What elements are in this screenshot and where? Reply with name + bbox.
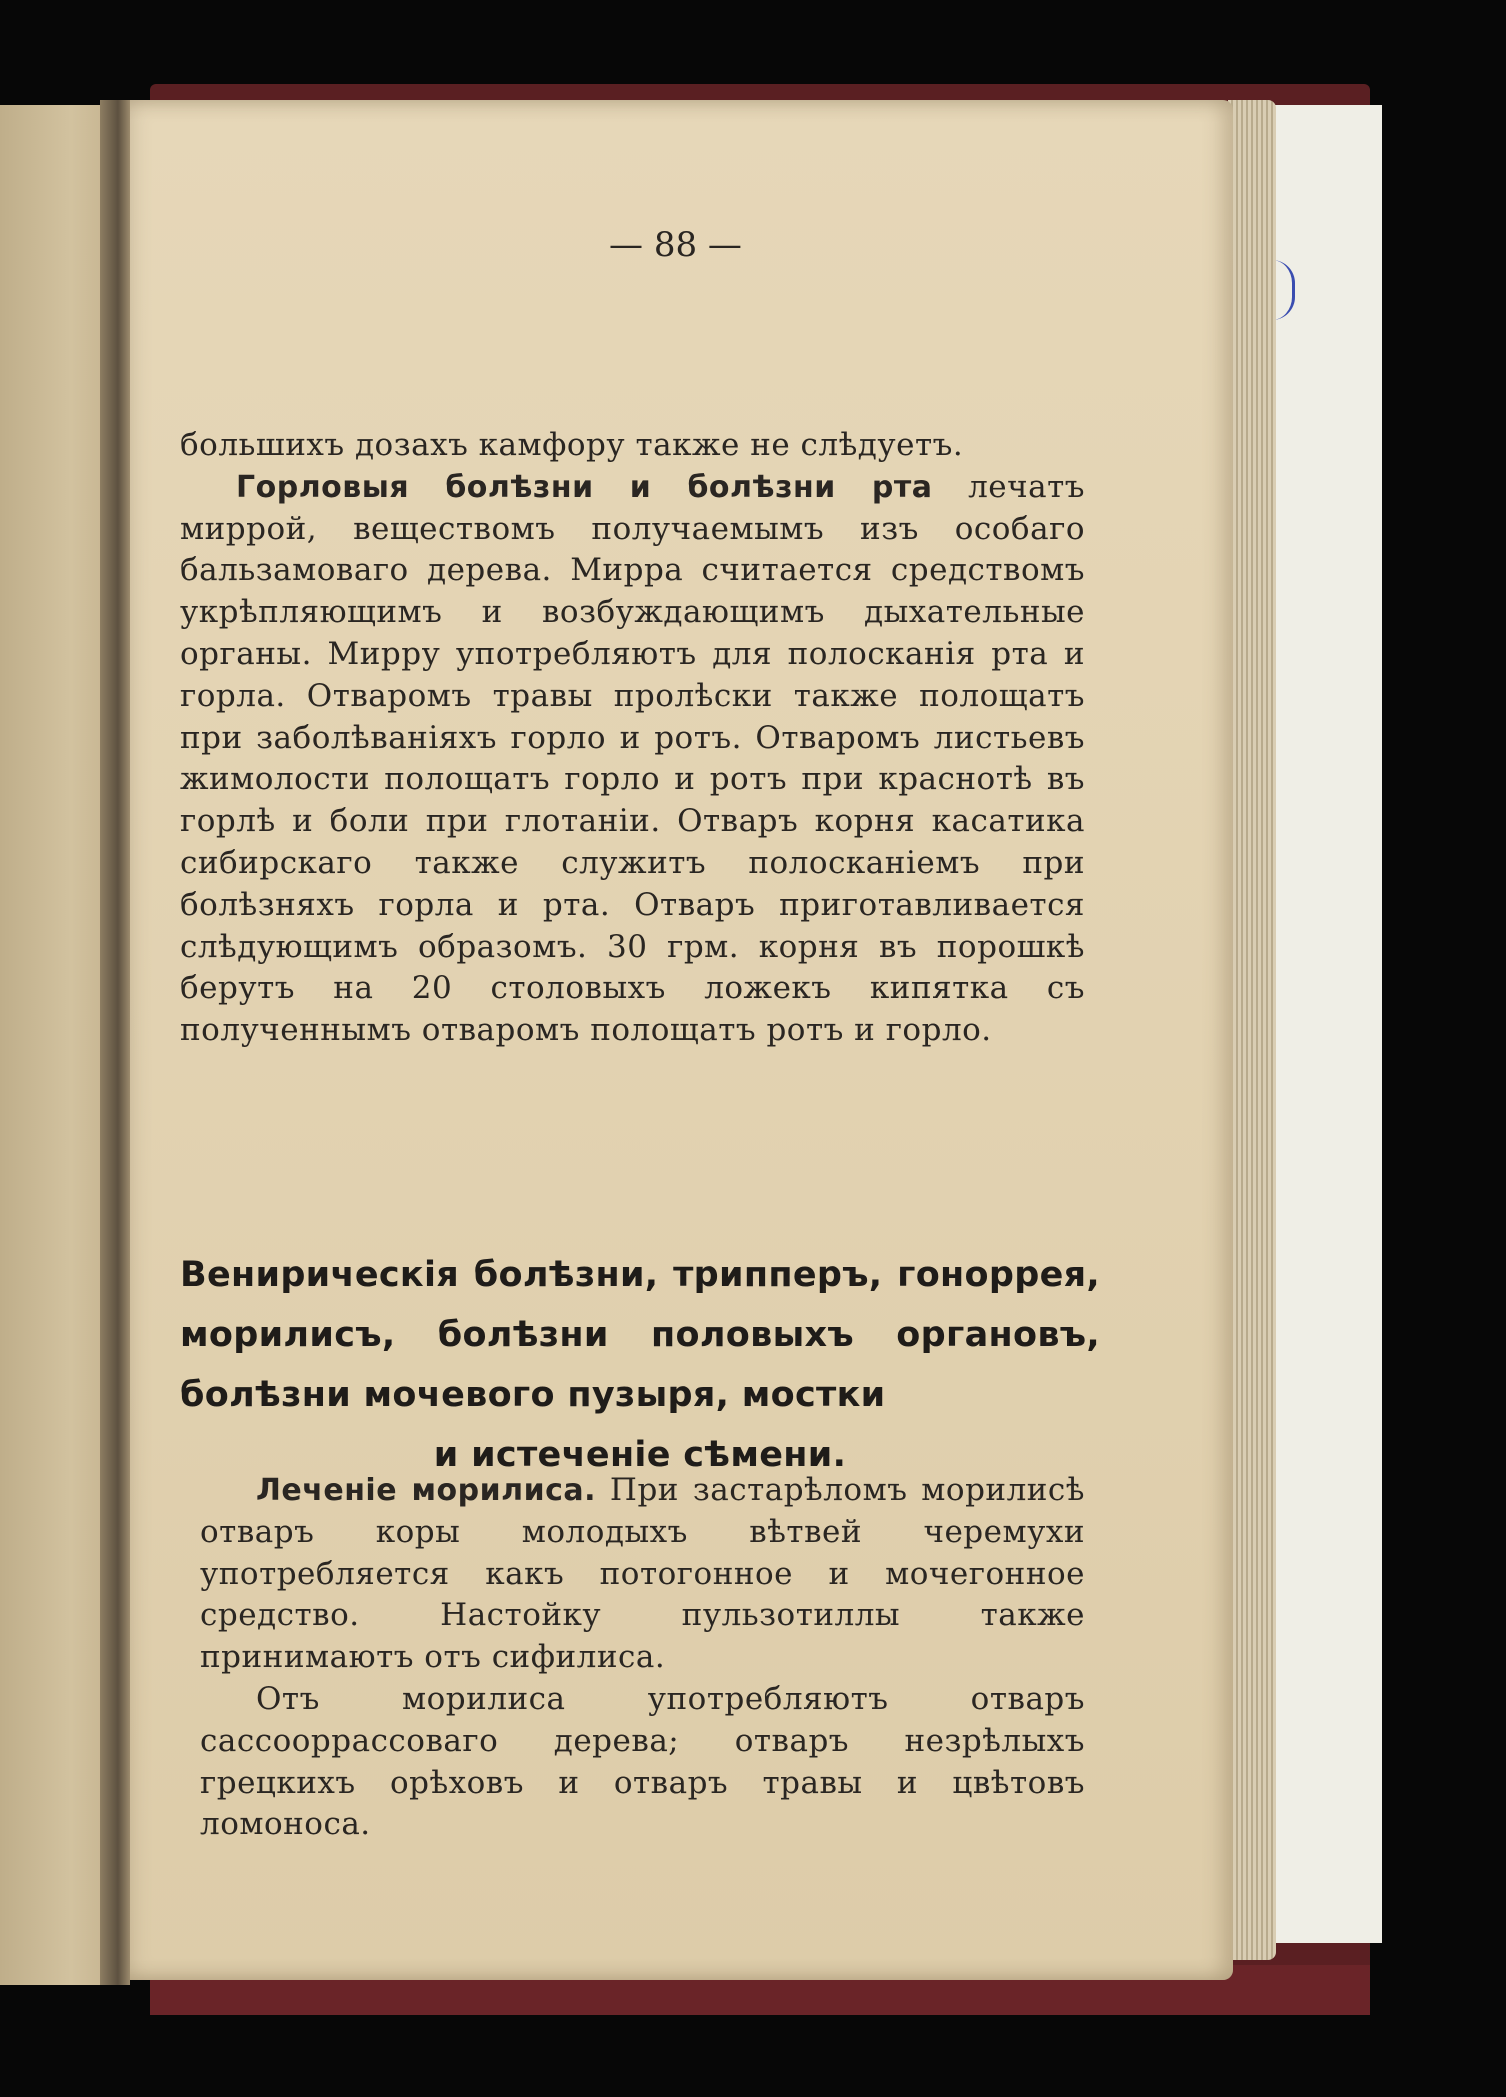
throat-diseases-body: лечатъ миррой, веществомъ получаемымъ изъ особаго бальзамоваго дерева. Мирра считается средствомъ укрѣпляющимъ и возбуждающимъ дыхательные органы. Мирру употребляютъ для полосканія рта и горла. Отваромъ травы пролѣски также полощатъ при заболѣваніяхъ горло и ротъ. Отваромъ листьевъ жимолости полощатъ горло и ротъ при краснотѣ въ горлѣ и боли при глотаніи. Отваръ корня касатика сибирскаго также служитъ полосканіемъ при болѣзняхъ горла и рта. Отваръ приготавливается слѣдующимъ образомъ. 30 грм. корня въ порошкѣ берутъ на 20 столовыхъ ложекъ кипятка съ полученнымъ отваромъ полощатъ ротъ и горло. [180,468,1085,1049]
section-heading-main: Венирическія болѣзни, трипперъ, гоноррея, морилисъ, болѣзни половыхъ органовъ, болѣзни мочевого пузыря, мостки [180,1255,1100,1415]
page-edges [1228,100,1276,1960]
throat-diseases-paragraph [180,467,1085,1052]
page-number: — 88 — [609,225,742,265]
morilis-remedies-paragraph: Отъ морилиса употребляютъ отваръ сассооррассоваго дерева; отваръ незрѣлыхъ грецкихъ орѣховъ и отваръ травы и цвѣтовъ ломоноса. [200,1680,1085,1843]
intro-paragraph: большихъ дозахъ камфору также не слѣдуетъ. [180,427,964,463]
morilis-treatment-body: При застарѣломъ морилисѣ отваръ коры молодыхъ вѣтвей черемухи употребляется какъ потогонное и мочегонное средство. Настойку пульзотиллы также принимаютъ отъ сифилиса. [200,1472,1085,1676]
section-heading [180,1245,1100,1485]
throat-diseases-lead: Горловыя болѣзни и болѣзни рта [236,469,933,505]
book-page [118,100,1233,1980]
section-heading-last: и истеченіе сѣмени. [433,1435,847,1475]
text-block-top [180,425,1085,1052]
morilis-treatment-lead: Леченіе морилиса. [256,1473,597,1508]
morilis-treatment-paragraph [200,1470,1085,1679]
index-card [1262,105,1382,1943]
page-gutter [100,100,130,1985]
text-block-bottom [200,1470,1085,1846]
